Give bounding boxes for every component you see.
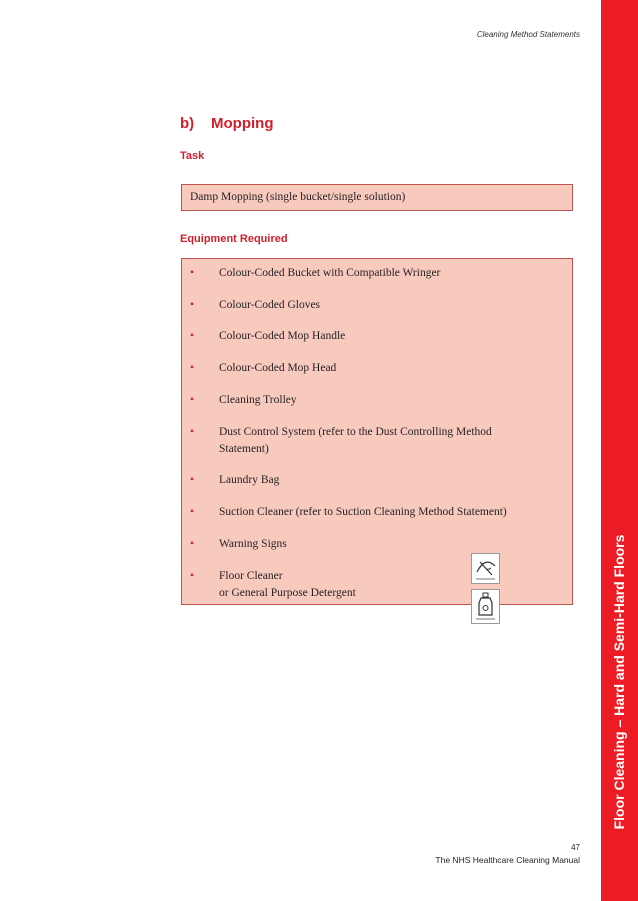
- detergent-bottle-icon: [471, 589, 500, 624]
- footer-title: The NHS Healthcare Cleaning Manual: [435, 855, 580, 865]
- section-heading: [180, 115, 273, 132]
- equipment-item-text: Dust Control System (refer to the Dust Controlling Method Statement): [219, 426, 492, 455]
- section-title: Mopping: [211, 115, 274, 132]
- equipment-item-text: Colour-Coded Mop Head: [219, 362, 337, 374]
- bullet-icon: •: [190, 538, 195, 550]
- bullet-icon: •: [190, 394, 195, 406]
- side-band-title: Floor Cleaning – Hard and Semi-Hard Floors: [611, 534, 627, 830]
- equipment-item-text: Floor Cleaner or General Purpose Detergent: [219, 570, 356, 599]
- bullet-icon: •: [190, 474, 195, 486]
- equipment-box: [181, 258, 573, 605]
- equipment-item-text: Colour-Coded Mop Handle: [219, 330, 346, 342]
- equipment-item-text: Laundry Bag: [219, 474, 280, 486]
- bullet-icon: •: [190, 267, 195, 279]
- task-label: Task: [180, 150, 205, 162]
- task-text: Damp Mopping (single bucket/single solution): [190, 191, 406, 203]
- equipment-item-text: Colour-Coded Gloves: [219, 299, 321, 311]
- equipment-item-text: Cleaning Trolley: [219, 394, 297, 406]
- task-box: [181, 184, 573, 211]
- page-number: 47: [571, 843, 580, 852]
- bullet-icon: •: [190, 299, 195, 311]
- bullet-icon: •: [190, 570, 195, 582]
- bullet-icon: •: [190, 362, 195, 374]
- side-band: [601, 0, 638, 901]
- running-header: Cleaning Method Statements: [476, 30, 580, 39]
- equipment-item-text: Colour-Coded Bucket with Compatible Wringer: [219, 267, 441, 279]
- bullet-icon: •: [190, 506, 195, 518]
- equipment-item-text: Warning Signs: [219, 538, 287, 550]
- hazard-symbol-icon: [471, 553, 500, 584]
- equipment-label: Equipment Required: [180, 233, 288, 245]
- equipment-item-text: Suction Cleaner (refer to Suction Cleaning Method Statement): [219, 506, 507, 518]
- bullet-icon: •: [190, 330, 195, 342]
- section-letter: b): [180, 115, 195, 132]
- bullet-icon: •: [190, 426, 195, 438]
